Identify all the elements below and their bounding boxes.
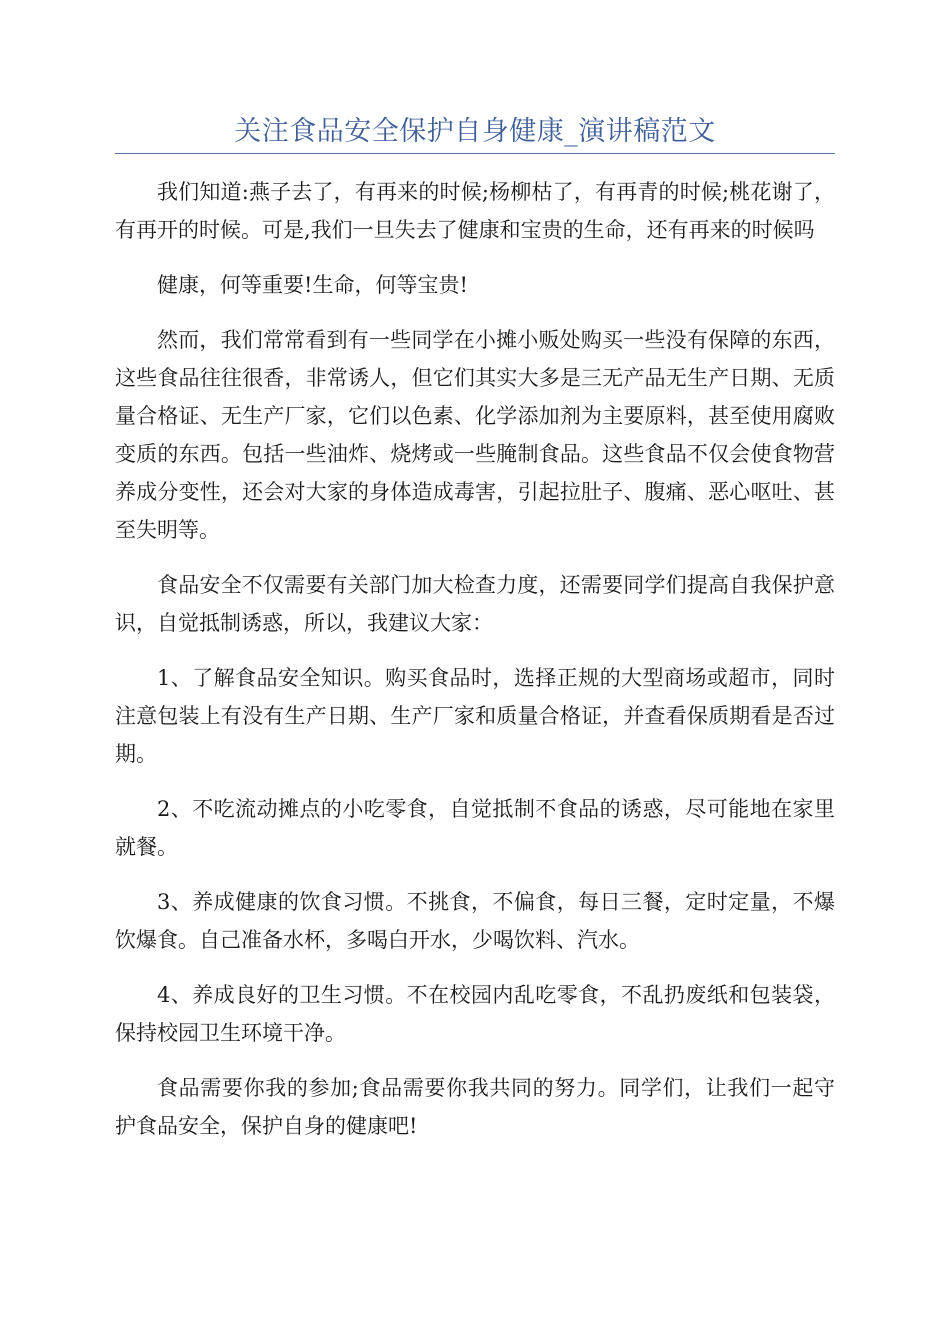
paragraph-suggestion-intro: 食品安全不仅需要有关部门加大检查力度，还需要同学们提高自我保护意识，自觉抵制诱惑，所以，我建议大家： <box>115 573 835 635</box>
title-underline <box>115 153 835 154</box>
paragraph-suggestion-3: 3、养成健康的饮食习惯。不挑食，不偏食，每日三餐，定时定量，不爆饮爆食。自己准备水杯，多喝白开水，少喝饮料、汽水。 <box>115 890 835 952</box>
paragraph-suggestion-4: 4、养成良好的卫生习惯。不在校园内乱吃零食，不乱扔废纸和包装袋，保持校园卫生环境干净。 <box>115 983 835 1045</box>
document-title: 关注食品安全保护自身健康_演讲稿范文 <box>234 116 716 147</box>
paragraph-suggestion-1: 1、了解食品安全知识。购买食品时，选择正规的大型商场或超市，同时注意包装上有没有生产日期、生产厂家和质量合格证，并查看保质期看是否过期。 <box>115 666 835 766</box>
paragraph-street-food-risks: 然而，我们常常看到有一些同学在小摊小贩处购买一些没有保障的东西，这些食品往往很香，非常诱人，但它们其实大多是三无产品无生产日期、无质量合格证、无生产厂家，它们以色素、化学添加剂为主要原料，甚至使用腐败变质的东西。包括一些油炸、烧烤或一些腌制食品。这些食品不仅会使食物营养成分变性，还会对大家的身体造成毒害，引起拉肚子、腹痛、恶心呕吐、甚至失明等。 <box>115 328 835 542</box>
paragraph-health-importance: 健康，何等重要!生命，何等宝贵! <box>157 273 468 297</box>
paragraph-suggestion-2: 2、不吃流动摊点的小吃零食，自觉抵制不食品的诱惑，尽可能地在家里就餐。 <box>115 797 835 859</box>
document-body <box>115 173 835 1162</box>
paragraph-intro: 我们知道:燕子去了，有再来的时候;杨柳枯了，有再青的时候;桃花谢了，有再开的时候。可是,我们一旦失去了健康和宝贵的生命，还有再来的时候吗 <box>115 180 835 242</box>
paragraph-closing: 食品需要你我的参加;食品需要你我共同的努力。同学们，让我们一起守护食品安全，保护自身的健康吧! <box>115 1076 835 1138</box>
